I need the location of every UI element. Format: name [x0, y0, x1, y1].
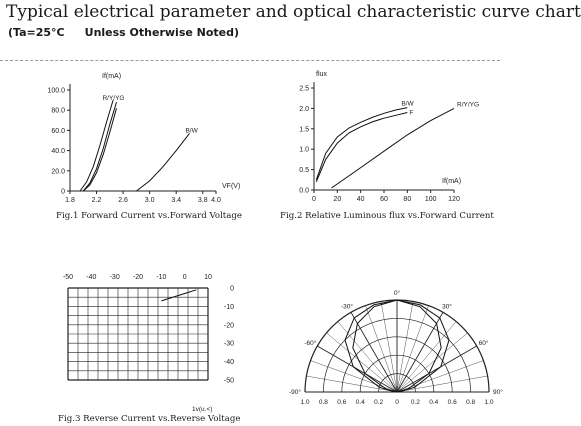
angle-label: 30°	[442, 303, 452, 311]
series-label: B/W	[401, 100, 414, 108]
x-tick-label: -40	[86, 274, 97, 281]
fig3-plot	[52, 266, 264, 416]
y-tick-label: -10	[223, 303, 234, 311]
series-label: B/W	[185, 127, 198, 135]
radial-label: 0.8	[318, 399, 328, 406]
series-line	[80, 100, 113, 191]
x-tick-label: 40	[356, 196, 365, 203]
x-tick-label: 80	[403, 196, 412, 203]
y-tick-label: -30	[223, 340, 234, 348]
x-tick-label: 4.0	[211, 197, 221, 204]
fig2-plot	[262, 66, 494, 216]
x-tick-label: -30	[109, 274, 120, 281]
y-tick-label: 80.0	[51, 107, 65, 115]
y-tick-label: 1.0	[299, 146, 309, 154]
fig4-polar-plot	[289, 280, 503, 414]
fig1-plot	[20, 66, 256, 216]
x-tick-label: 0	[312, 196, 316, 203]
y-tick-label: 100.0	[47, 87, 65, 95]
series-line	[136, 133, 189, 191]
radial-label: 0	[395, 399, 399, 406]
x-tick-label: -50	[62, 274, 74, 281]
angle-label: -60°	[304, 340, 317, 347]
angle-label: 0°	[393, 290, 401, 297]
x-tick-label: 10	[204, 274, 212, 281]
series-line	[161, 290, 196, 301]
fig1-chart	[20, 66, 256, 216]
y-tick-label: 2.0	[299, 105, 309, 113]
x-axis-label: 1v(u.<)	[192, 406, 213, 413]
test-conditions	[8, 26, 239, 39]
y-tick-label: 1.5	[299, 126, 309, 134]
radial-label: 0.2	[374, 399, 384, 406]
fig4-chart	[289, 280, 503, 414]
x-tick-label: 100	[424, 196, 437, 203]
x-axis-label: If(mA)	[442, 178, 462, 185]
series-label: R/Y/YG	[457, 101, 480, 109]
series-line	[316, 108, 407, 180]
x-tick-label: 2.6	[118, 197, 128, 204]
y-tick-label: -20	[223, 322, 234, 330]
fig2-chart	[262, 66, 494, 216]
radial-label: 1.0	[300, 399, 310, 406]
x-tick-label: 3.0	[144, 197, 155, 204]
x-tick-label: 20	[333, 196, 342, 203]
section-divider	[0, 60, 500, 61]
x-tick-label: 2.2	[91, 197, 102, 204]
ambient-temperature: (Ta=25°C	[8, 26, 65, 39]
series-label: F	[409, 109, 414, 117]
x-tick-label: 3.4	[171, 197, 182, 204]
radial-label: 0.4	[355, 399, 365, 406]
angle-label: -90°	[289, 389, 301, 396]
radial-label: 0.6	[447, 399, 457, 406]
x-tick-label: -20	[132, 274, 144, 281]
radial-label: 0.8	[466, 399, 476, 406]
x-tick-label: -10	[156, 274, 167, 281]
y-tick-label: 0.0	[299, 187, 309, 195]
y-tick-label: -40	[223, 359, 234, 367]
fig3-chart	[52, 266, 264, 416]
conditions-note: Unless Otherwise Noted)	[84, 26, 240, 39]
y-tick-label: 40.0	[51, 148, 65, 156]
series-line	[332, 108, 455, 188]
y-tick-label: 20.0	[51, 168, 65, 176]
radial-label: 0.6	[337, 399, 347, 406]
y-tick-label: 0	[61, 188, 65, 196]
y-tick-label: 0	[230, 285, 234, 293]
fig1-caption: Fig.1 Forward Current vs.Forward Voltage	[56, 211, 242, 221]
angle-label: 90°	[493, 389, 503, 396]
page-title: Typical electrical parameter and optical characteristic curve chart	[6, 2, 581, 22]
angle-label: 60°	[478, 340, 489, 347]
x-tick-label: 60	[380, 196, 388, 203]
radial-label: 0.4	[429, 399, 439, 406]
y-tick-label: 2.5	[299, 85, 309, 93]
series-label: R/Y/YG	[102, 95, 125, 103]
y-tick-label: 60.0	[51, 127, 65, 135]
x-tick-label: 3.8	[197, 197, 208, 204]
angle-label: -30°	[341, 303, 353, 311]
fig3-caption: Fig.3 Reverse Current vs.Reverse Voltage	[58, 414, 241, 424]
fig2-caption: Fig.2 Relative Luminous flux vs.Forward Current	[280, 211, 494, 221]
radial-label: 1.0	[484, 399, 494, 406]
x-tick-label: 120	[448, 196, 460, 203]
x-tick-label: 0	[182, 274, 187, 281]
x-tick-label: 1.8	[65, 197, 75, 204]
y-tick-label: -50	[223, 377, 234, 385]
radial-label: 0.2	[410, 399, 420, 406]
y-axis-label: If(mA)	[102, 73, 122, 80]
y-axis-label: flux	[316, 71, 327, 78]
y-tick-label: 0.5	[299, 167, 309, 175]
x-axis-label: VF(V)	[222, 183, 241, 190]
